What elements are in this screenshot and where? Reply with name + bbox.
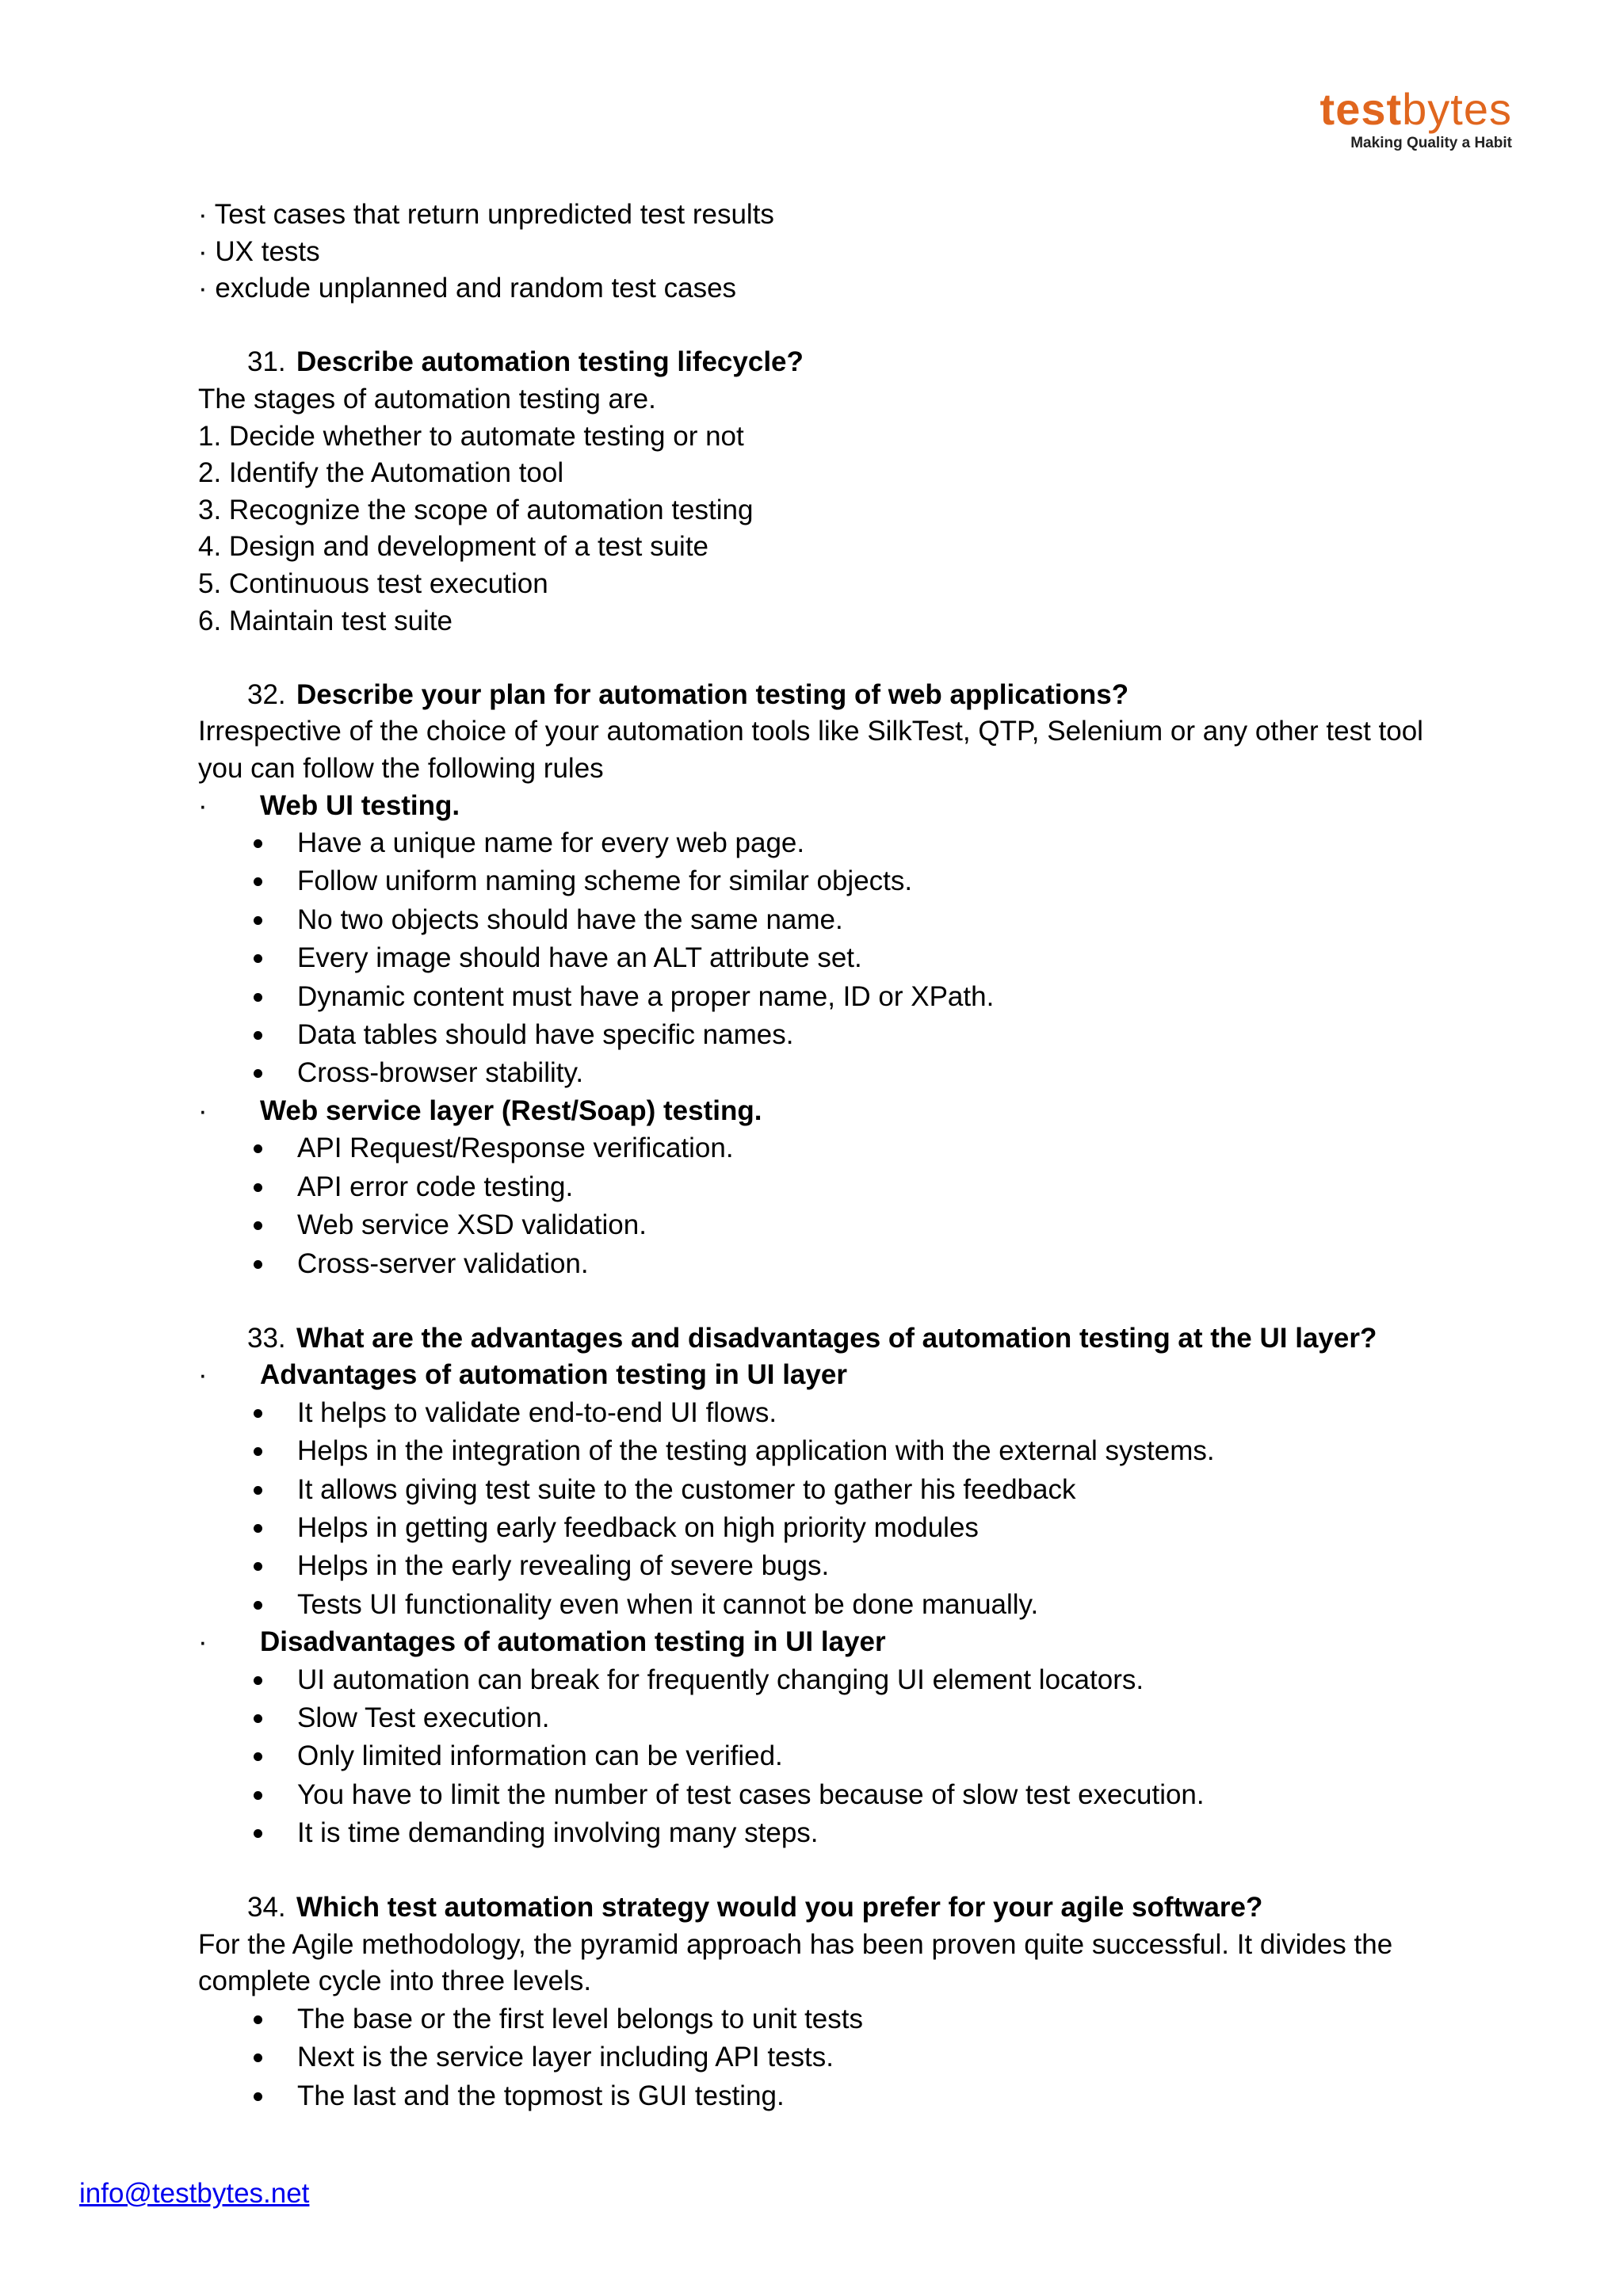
- spacer: [198, 1283, 1514, 1320]
- bullet-item: Helps in the early revealing of severe bugs.: [198, 1547, 1514, 1585]
- answer-intro: For the Agile methodology, the pyramid approach has been proven quite successful. It divides the: [198, 1928, 1393, 1960]
- bullet-item: API error code testing.: [198, 1168, 1514, 1206]
- bullet-item: No two objects should have the same name.: [198, 901, 1514, 939]
- bullet-item: Every image should have an ALT attribute set.: [198, 939, 1514, 977]
- bullet-item: Helps in getting early feedback on high priority modules: [198, 1509, 1514, 1547]
- bullet-item: API Request/Response verification.: [198, 1129, 1514, 1167]
- bullet-item: UI automation can break for frequently changing UI element locators.: [198, 1661, 1514, 1699]
- lifecycle-step: 6. Maintain test suite: [198, 605, 453, 636]
- subsection-heading: [198, 1357, 1514, 1394]
- intro-item: · UX tests: [198, 235, 320, 267]
- question-title: Describe automation testing lifecycle?: [296, 346, 804, 378]
- logo-brand-second: bytes: [1402, 84, 1512, 134]
- question-number: 34.: [247, 1892, 286, 1924]
- middle-dot: ·: [198, 789, 208, 821]
- bullet-item: Slow Test execution.: [198, 1699, 1514, 1737]
- bullet-item: It helps to validate end-to-end UI flows.: [198, 1394, 1514, 1432]
- testbytes-logo: [1319, 84, 1512, 152]
- subsection-heading: [198, 788, 1514, 825]
- spacer: [198, 308, 1514, 345]
- question-31-heading: [198, 344, 1514, 381]
- answer-intro: you can follow the following rules: [198, 752, 604, 784]
- bullet-item: Only limited information can be verified.: [198, 1737, 1514, 1775]
- bullet-item: Helps in the integration of the testing application with the external systems.: [198, 1432, 1514, 1470]
- lifecycle-step: 4. Design and development of a test suite: [198, 531, 709, 563]
- bullet-item: Tests UI functionality even when it cannot be done manually.: [198, 1586, 1514, 1624]
- bullet-item: It allows giving test suite to the customer to gather his feedback: [198, 1471, 1514, 1509]
- middle-dot: ·: [198, 1626, 208, 1658]
- lifecycle-step: 1. Decide whether to automate testing or not: [198, 420, 744, 452]
- bullet-item: Follow uniform naming scheme for similar objects.: [198, 862, 1514, 900]
- intro-item: · Test cases that return unpredicted test results: [198, 199, 774, 230]
- question-title: Describe your plan for automation testing of web applications?: [296, 678, 1129, 710]
- middle-dot: ·: [198, 1095, 208, 1126]
- bullet-item: Web service XSD validation.: [198, 1206, 1514, 1244]
- lifecycle-step: 2. Identify the Automation tool: [198, 457, 564, 489]
- spacer: [198, 640, 1514, 677]
- lifecycle-step: 3. Recognize the scope of automation testing: [198, 494, 754, 525]
- question-title: What are the advantages and disadvantages of automation testing at the UI layer?: [296, 1322, 1377, 1354]
- spacer: [198, 1853, 1514, 1890]
- subsection-title: Disadvantages of automation testing in UI layer: [260, 1626, 886, 1658]
- footer-email-link[interactable]: info@testbytes.net: [79, 2178, 310, 2209]
- bullet-item: It is time demanding involving many steps.: [198, 1814, 1514, 1852]
- question-title: Which test automation strategy would you prefer for your agile software?: [296, 1892, 1263, 1924]
- bullet-item: The last and the topmost is GUI testing.: [198, 2077, 1514, 2115]
- bullet-item: Have a unique name for every web page.: [198, 824, 1514, 862]
- document-body: [198, 197, 1514, 2115]
- bullet-item: Data tables should have specific names.: [198, 1016, 1514, 1054]
- bullet-item: Cross-browser stability.: [198, 1054, 1514, 1092]
- logo-tagline: Making Quality a Habit: [1350, 135, 1512, 151]
- question-33-heading: [198, 1320, 1514, 1358]
- bullet-item: The base or the first level belongs to unit tests: [198, 2000, 1514, 2038]
- bullet-item: You have to limit the number of test cases because of slow test execution.: [198, 1776, 1514, 1814]
- subsection-title: Web service layer (Rest/Soap) testing.: [260, 1095, 762, 1126]
- bullet-item: Next is the service layer including API tests.: [198, 2038, 1514, 2076]
- question-number: 32.: [247, 678, 286, 710]
- question-number: 33.: [247, 1322, 286, 1354]
- logo-brand-first: test: [1319, 84, 1403, 134]
- subsection-title: Web UI testing.: [260, 789, 460, 821]
- answer-intro: The stages of automation testing are.: [198, 383, 656, 415]
- middle-dot: ·: [198, 1359, 208, 1391]
- question-32-heading: [198, 677, 1514, 714]
- subsection-heading: [198, 1093, 1514, 1130]
- bullet-item: Dynamic content must have a proper name, ID or XPath.: [198, 978, 1514, 1016]
- answer-intro: Irrespective of the choice of your automation tools like SilkTest, QTP, Selenium or any other test tool: [198, 716, 1423, 747]
- intro-item: · exclude unplanned and random test cases: [198, 273, 737, 304]
- subsection-title: Advantages of automation testing in UI layer: [260, 1359, 847, 1391]
- subsection-heading: [198, 1624, 1514, 1661]
- answer-intro: complete cycle into three levels.: [198, 1966, 592, 1997]
- bullet-item: Cross-server validation.: [198, 1245, 1514, 1283]
- question-number: 31.: [247, 346, 286, 378]
- lifecycle-step: 5. Continuous test execution: [198, 567, 548, 599]
- logo-wordmark: [1319, 84, 1512, 134]
- question-34-heading: [198, 1889, 1514, 1927]
